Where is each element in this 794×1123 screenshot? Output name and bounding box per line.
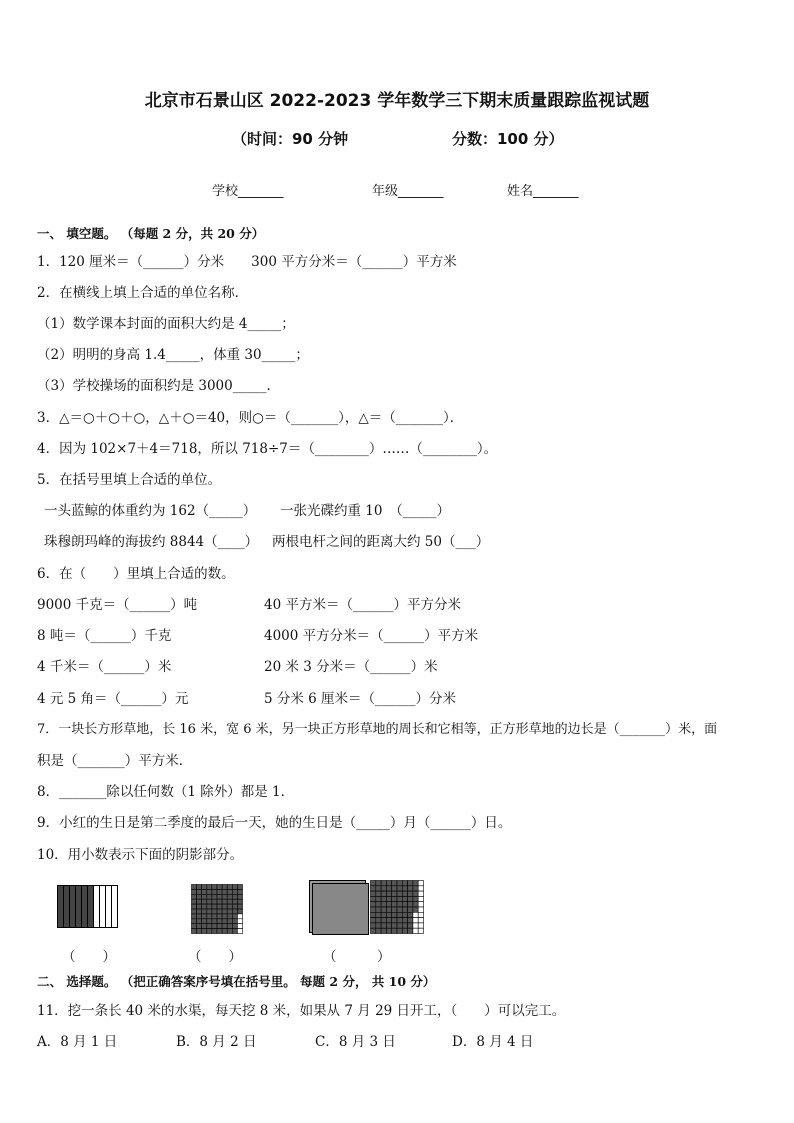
question-2-part-3: （3）学校操场的面积约是 3000_____．: [37, 378, 280, 394]
question-7-line-2: 积是（_______）平方米．: [37, 753, 193, 769]
exam-time: （时间：90 分钟: [232, 130, 349, 148]
name-field: 姓名_______: [507, 184, 579, 199]
q10-answer-blank-1[interactable]: （ ）: [62, 949, 116, 965]
q10-grid-figure: [191, 884, 243, 934]
question-4: 4．因为 102×7＋4＝718，所以 718÷7＝（________）……（________）。: [37, 441, 498, 457]
question-10: 10．用小数表示下面的阴影部分。: [37, 847, 244, 863]
section2-heading: 二、 选择题。 （把正确答案序号填在括号里。 每题 2 分， 共 10 分）: [37, 974, 436, 989]
question-6-item-7: 4 元 5 角＝（______）元: [37, 691, 189, 707]
question-6-item-8: 5 分米 6 厘米＝（______）分米: [264, 691, 457, 707]
question-2: 2．在横线上填上合适的单位名称．: [37, 285, 249, 301]
question-6-item-1: 9000 千克＝（______）吨: [37, 597, 198, 613]
question-6-item-4: 4000 平方分米＝（______）平方米: [264, 628, 479, 644]
question-2-part-1: （1）数学课本封面的面积大约是 4_____；: [37, 316, 295, 332]
question-6-item-5: 4 千米＝（______）米: [37, 659, 172, 675]
q10-answer-blank-3[interactable]: （ ）: [323, 949, 391, 965]
question-5: 5．在括号里填上合适的单位。: [37, 472, 222, 488]
q10-strip-figure: [57, 885, 119, 928]
question-6: 6．在（ ）里填上合适的数。: [37, 566, 235, 582]
q10-answer-blank-2[interactable]: （ ）: [188, 949, 242, 965]
question-5-item-3: 珠穆朗玛峰的海拔约 8844（____）: [44, 534, 259, 550]
option-a[interactable]: A．8 月 1 日: [37, 1034, 118, 1050]
question-9: 9．小红的生日是第二季度的最后一天，她的生日是（_____）月（______）日。: [37, 815, 512, 831]
question-6-item-3: 8 吨＝（______）千克: [37, 628, 172, 644]
option-b[interactable]: B．8 月 2 日: [176, 1034, 257, 1050]
question-6-item-2: 40 平方米＝（______）平方分米: [264, 597, 461, 613]
question-2-part-2: （2）明明的身高 1.4_____，体重 30_____；: [37, 347, 309, 363]
grade-field: 年级_______: [372, 184, 444, 199]
option-d[interactable]: D．8 月 4 日: [452, 1034, 534, 1050]
question-6-item-6: 20 米 3 分米＝（______）米: [264, 659, 438, 675]
q10-grid-figure-2: [370, 880, 424, 934]
section1-heading: 一、 填空题。 （每题 2 分，共 20 分）: [37, 226, 265, 241]
question-3: 3．△＝○＋○＋○，△＋○＝40，则○＝（_______），△＝（_______）．: [37, 410, 464, 426]
school-field: 学校_______: [212, 184, 284, 199]
question-8: 8．_______除以任何数（1 除外）都是 1．: [37, 784, 295, 800]
q10-square-figure: [309, 880, 369, 935]
option-c[interactable]: C．8 月 3 日: [315, 1034, 396, 1050]
question-11: 11．挖一条长 40 米的水渠，每天挖 8 米，如果从 7 月 29 日开工，（ ）可以完工。: [37, 1003, 566, 1019]
question-5-item-1: 一头蓝鲸的体重约为 162（_____）: [44, 503, 257, 519]
question-5-item-4: 两根电杆之间的距离大约 50（___）: [272, 534, 490, 550]
question-7-line-1: 7．一块长方形草地，长 16 米，宽 6 米，另一块正方形草地的周长和它相等，正方形草地的边长是（_______）米，面: [37, 722, 718, 737]
question-5-item-2: 一张光碟约重 10 （_____）: [280, 503, 450, 519]
page-title: 北京市石景山区 2022-2023 学年数学三下期末质量跟踪监视试题: [144, 91, 650, 111]
question-1: 1．120 厘米＝（______）分米 300 平方分米＝（______）平方米: [37, 254, 457, 270]
exam-score: 分数：100 分）: [452, 130, 564, 148]
